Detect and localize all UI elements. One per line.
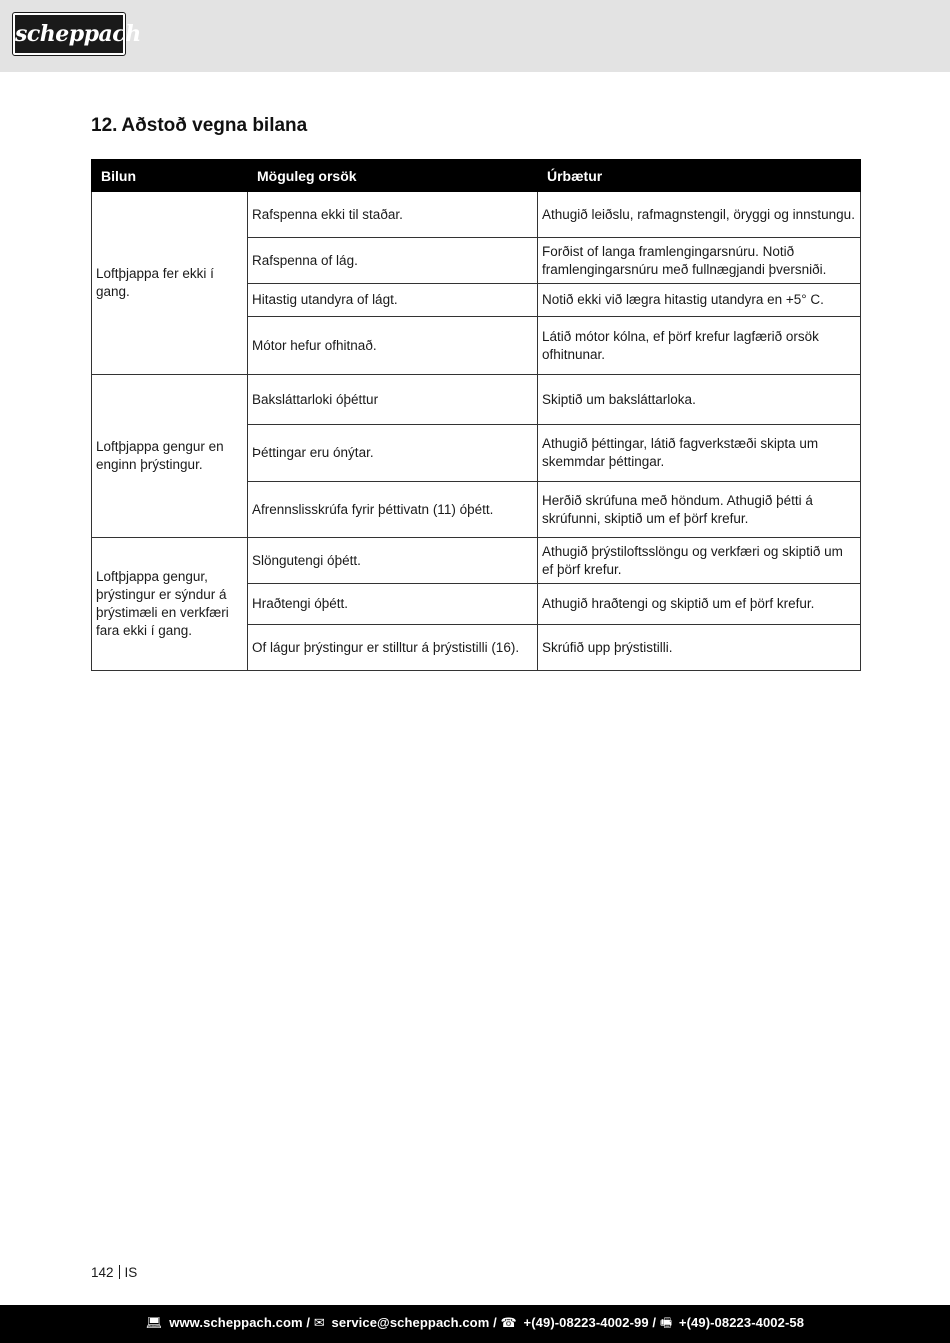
column-header-fault: Bilun — [92, 160, 248, 192]
footer-contact-bar — [0, 1305, 950, 1343]
remedy-cell: Athugið þrýstiloftsslöngu og verkfæri og skiptið um ef þörf krefur. — [538, 538, 861, 584]
table-header-row — [92, 160, 861, 192]
remedy-cell: Notið ekki við lægra hitastig utandyra en +5° C. — [538, 284, 861, 317]
column-header-remedy: Úrbætur — [538, 160, 861, 192]
cause-cell: Hitastig utandyra of lágt. — [248, 284, 538, 317]
remedy-cell: Athugið hraðtengi og skiptið um ef þörf krefur. — [538, 584, 861, 625]
remedy-cell: Látið mótor kólna, ef þörf krefur lagfærið orsök ofhitnunar. — [538, 317, 861, 375]
footer-fax: +(49)-08223-4002-58 — [678, 1315, 805, 1330]
remedy-cell: Skrúfið upp þrýstistilli. — [538, 625, 861, 671]
fault-cell: Loftþjappa gengur, þrýstingur er sýndur á þrýstimæli en verkfæri fara ekki í gang. — [92, 538, 248, 671]
remedy-cell: Forðist of langa framlengingarsnúru. Notið framlengingarsnúru með fullnægjandi þversniði. — [538, 238, 861, 284]
page-number-value: 142 — [91, 1265, 114, 1280]
cause-cell: Afrennslisskrúfa fyrir þéttivatn (11) óþétt. — [248, 482, 538, 538]
footer-email[interactable]: service@scheppach.com / — [331, 1315, 497, 1330]
cause-cell: Of lágur þrýstingur er stilltur á þrýstistilli (16). — [248, 625, 538, 671]
remedy-cell: Athugið þéttingar, látið fagverkstæði skipta um skemmdar þéttingar. — [538, 425, 861, 482]
cause-cell: Baksláttarloki óþéttur — [248, 375, 538, 425]
phone-icon: ☎ — [500, 1315, 517, 1330]
fault-cell: Loftþjappa fer ekki í gang. — [92, 192, 248, 375]
page-number — [91, 1265, 137, 1280]
header-band — [0, 0, 950, 72]
remedy-cell: Skiptið um baksláttarloka. — [538, 375, 861, 425]
cause-cell: Þéttingar eru ónýtar. — [248, 425, 538, 482]
troubleshooting-table — [91, 159, 861, 671]
remedy-cell: Herðið skrúfuna með höndum. Athugið þétti á skrúfunni, skiptið um ef þörf krefur. — [538, 482, 861, 538]
mail-icon: ✉︎ — [313, 1315, 325, 1330]
cause-cell: Slöngutengi óþétt. — [248, 538, 538, 584]
cause-cell: Mótor hefur ofhitnað. — [248, 317, 538, 375]
section-title-text: Aðstoð vegna bilana — [121, 115, 308, 136]
cause-cell: Rafspenna ekki til staðar. — [248, 192, 538, 238]
table-row — [92, 538, 861, 584]
table-row — [92, 375, 861, 425]
column-header-cause: Möguleg orsök — [248, 160, 538, 192]
page-separator — [119, 1265, 120, 1279]
fault-cell: Loftþjappa gengur en enginn þrýstingur. — [92, 375, 248, 538]
remedy-cell: Athugið leiðslu, rafmagnstengil, öryggi og innstungu. — [538, 192, 861, 238]
scheppach-logo: scheppach — [13, 13, 125, 55]
section-title — [91, 115, 307, 137]
table-row — [92, 192, 861, 238]
footer-website[interactable]: www.scheppach.com / — [169, 1315, 311, 1330]
cause-cell: Rafspenna of lág. — [248, 238, 538, 284]
laptop-icon: 💻︎ — [145, 1315, 163, 1330]
page-language: IS — [124, 1265, 138, 1280]
fax-icon: 🖷︎ — [659, 1315, 673, 1330]
cause-cell: Hraðtengi óþétt. — [248, 584, 538, 625]
footer-phone: +(49)-08223-4002-99 / — [523, 1315, 657, 1330]
section-number: 12. — [91, 115, 118, 136]
